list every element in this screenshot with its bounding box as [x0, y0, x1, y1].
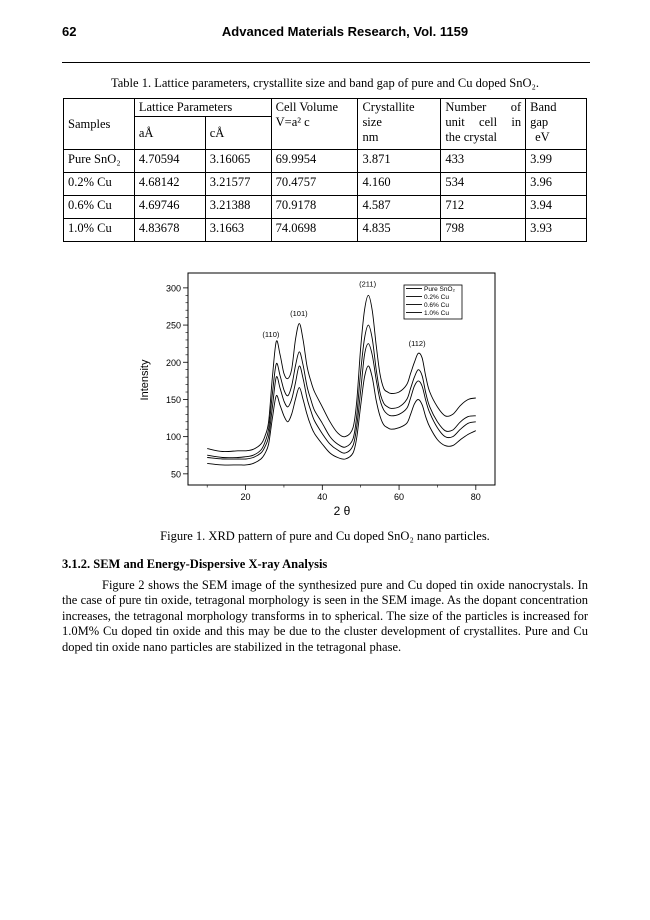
cell-a: 4.83678: [134, 219, 205, 242]
header-band-gap: [526, 99, 587, 150]
header-lattice: Lattice Parameters: [134, 99, 271, 117]
x-axis: [207, 485, 481, 502]
cell-gap: 3.99: [526, 150, 587, 173]
table-row: [64, 196, 587, 219]
cell-units: 534: [441, 173, 526, 196]
cell-size: 4.835: [358, 219, 441, 242]
cell-c: 3.21577: [205, 173, 271, 196]
cell-c: 3.21388: [205, 196, 271, 219]
cell-c: 3.16065: [205, 150, 271, 173]
legend: [404, 285, 462, 319]
cell-gap: 3.94: [526, 196, 587, 219]
series-lines: [207, 295, 476, 465]
cell-volume: 70.4757: [271, 173, 358, 196]
peak-labels: [262, 279, 426, 348]
x-tick-label: 40: [317, 492, 328, 502]
figure-caption: Figure 1. XRD pattern of pure and Cu doped SnO₂ nano particles.: [160, 529, 490, 543]
cell-a: 4.69746: [134, 196, 205, 219]
cell-volume: 74.0698: [271, 219, 358, 242]
header-band-gap-line1: Band: [530, 100, 557, 114]
cell-volume: 69.9954: [271, 150, 358, 173]
header-c: cÅ: [205, 117, 271, 150]
journal-title: Advanced Materials Research, Vol. 1159: [221, 24, 469, 39]
y-tick-label: 250: [165, 320, 181, 331]
cell-size: 3.871: [358, 150, 441, 173]
y-tick-label: 150: [165, 394, 181, 405]
header-cell-volume-line2: V=a² c: [275, 115, 310, 129]
x-axis-label: 2 θ: [333, 504, 351, 518]
x-tick-label: 60: [394, 492, 405, 502]
y-tick-label: 200: [165, 357, 181, 368]
cell-units: 712: [441, 196, 526, 219]
header-samples: Samples: [64, 99, 135, 150]
y-axis: [166, 283, 188, 479]
x-tick-label: 20: [240, 492, 251, 502]
peak-label: (112): [408, 338, 426, 348]
body-paragraph: Figure 2 shows the SEM image of the synthesized pure and Cu doped tin oxide nanocrystals. In the case of pure tin oxide, tetragonal morphology is seen in the SEM image. As the dopant concentration increases, the tetragonal morphology transforms in to spherical. The size of the particles is increased for 1.0M% Cu doped tin oxide and this may be due to the cluster development of crystallites. Pure and Cu doped tin oxide nano particles are stabilized in the tetragonal phase.: [62, 578, 588, 654]
header-a: aÅ: [134, 117, 205, 150]
header-unit-cells-line1: Number of: [445, 100, 522, 114]
cell-sample: 0.6% Cu: [64, 196, 135, 219]
cell-gap: 3.96: [526, 173, 587, 196]
header-crystallite-line2: size: [362, 115, 382, 129]
series-line-2: [207, 344, 476, 459]
cell-a: 4.70594: [134, 150, 205, 173]
header-band-gap-line3: eV: [535, 130, 550, 144]
cell-units: 433: [441, 150, 526, 173]
peak-label: (211): [359, 279, 377, 289]
x-tick-label: 80: [470, 492, 481, 502]
table-row: [64, 219, 587, 242]
cell-a: 4.68142: [134, 173, 205, 196]
page-number: 62: [62, 24, 77, 39]
y-tick-label: 100: [165, 432, 181, 443]
header-crystallite-line3: nm: [362, 130, 379, 144]
table-caption: Table 1. Lattice parameters, crystallite size and band gap of pure and Cu doped SnO₂.: [111, 76, 539, 90]
cell-size: 4.160: [358, 173, 441, 196]
header-band-gap-line2: gap: [530, 115, 549, 129]
xrd-chart: [128, 270, 508, 520]
cell-sample: Pure SnO₂: [64, 150, 135, 173]
peak-label: (110): [262, 329, 280, 339]
cell-sample: 0.2% Cu: [64, 173, 135, 196]
header-crystallite: [358, 99, 441, 150]
header-unit-cells-line3: the crystal: [445, 130, 498, 144]
table-header-row: [64, 99, 587, 117]
legend-label: 0.6% Cu: [424, 302, 449, 309]
header-rule: [62, 62, 590, 63]
cell-volume: 70.9178: [271, 196, 358, 219]
table-row: [64, 150, 587, 173]
table-row: [64, 173, 587, 196]
header-unit-cells: [441, 99, 526, 150]
header-crystallite-line1: Crystallite: [362, 100, 415, 114]
cell-sample: 1.0% Cu: [64, 219, 135, 242]
section-heading: 3.1.2. SEM and Energy-Dispersive X-ray Analysis: [62, 557, 328, 571]
header-cell-volume: [271, 99, 358, 150]
legend-label: Pure SnO₂: [424, 286, 456, 293]
cell-c: 3.1663: [205, 219, 271, 242]
y-tick-label: 300: [165, 283, 181, 294]
legend-label: 0.2% Cu: [424, 294, 449, 301]
lattice-table: [63, 98, 587, 242]
y-tick-label: 50: [170, 469, 181, 480]
y-axis-label: Intensity: [139, 359, 151, 401]
peak-label: (101): [290, 309, 308, 319]
page-header: [62, 24, 588, 42]
cell-units: 798: [441, 219, 526, 242]
header-unit-cells-line2: unit cell in: [445, 115, 522, 129]
cell-gap: 3.93: [526, 219, 587, 242]
header-cell-volume-line1: Cell Volume: [275, 100, 339, 114]
legend-label: 1.0% Cu: [424, 310, 449, 317]
cell-size: 4.587: [358, 196, 441, 219]
